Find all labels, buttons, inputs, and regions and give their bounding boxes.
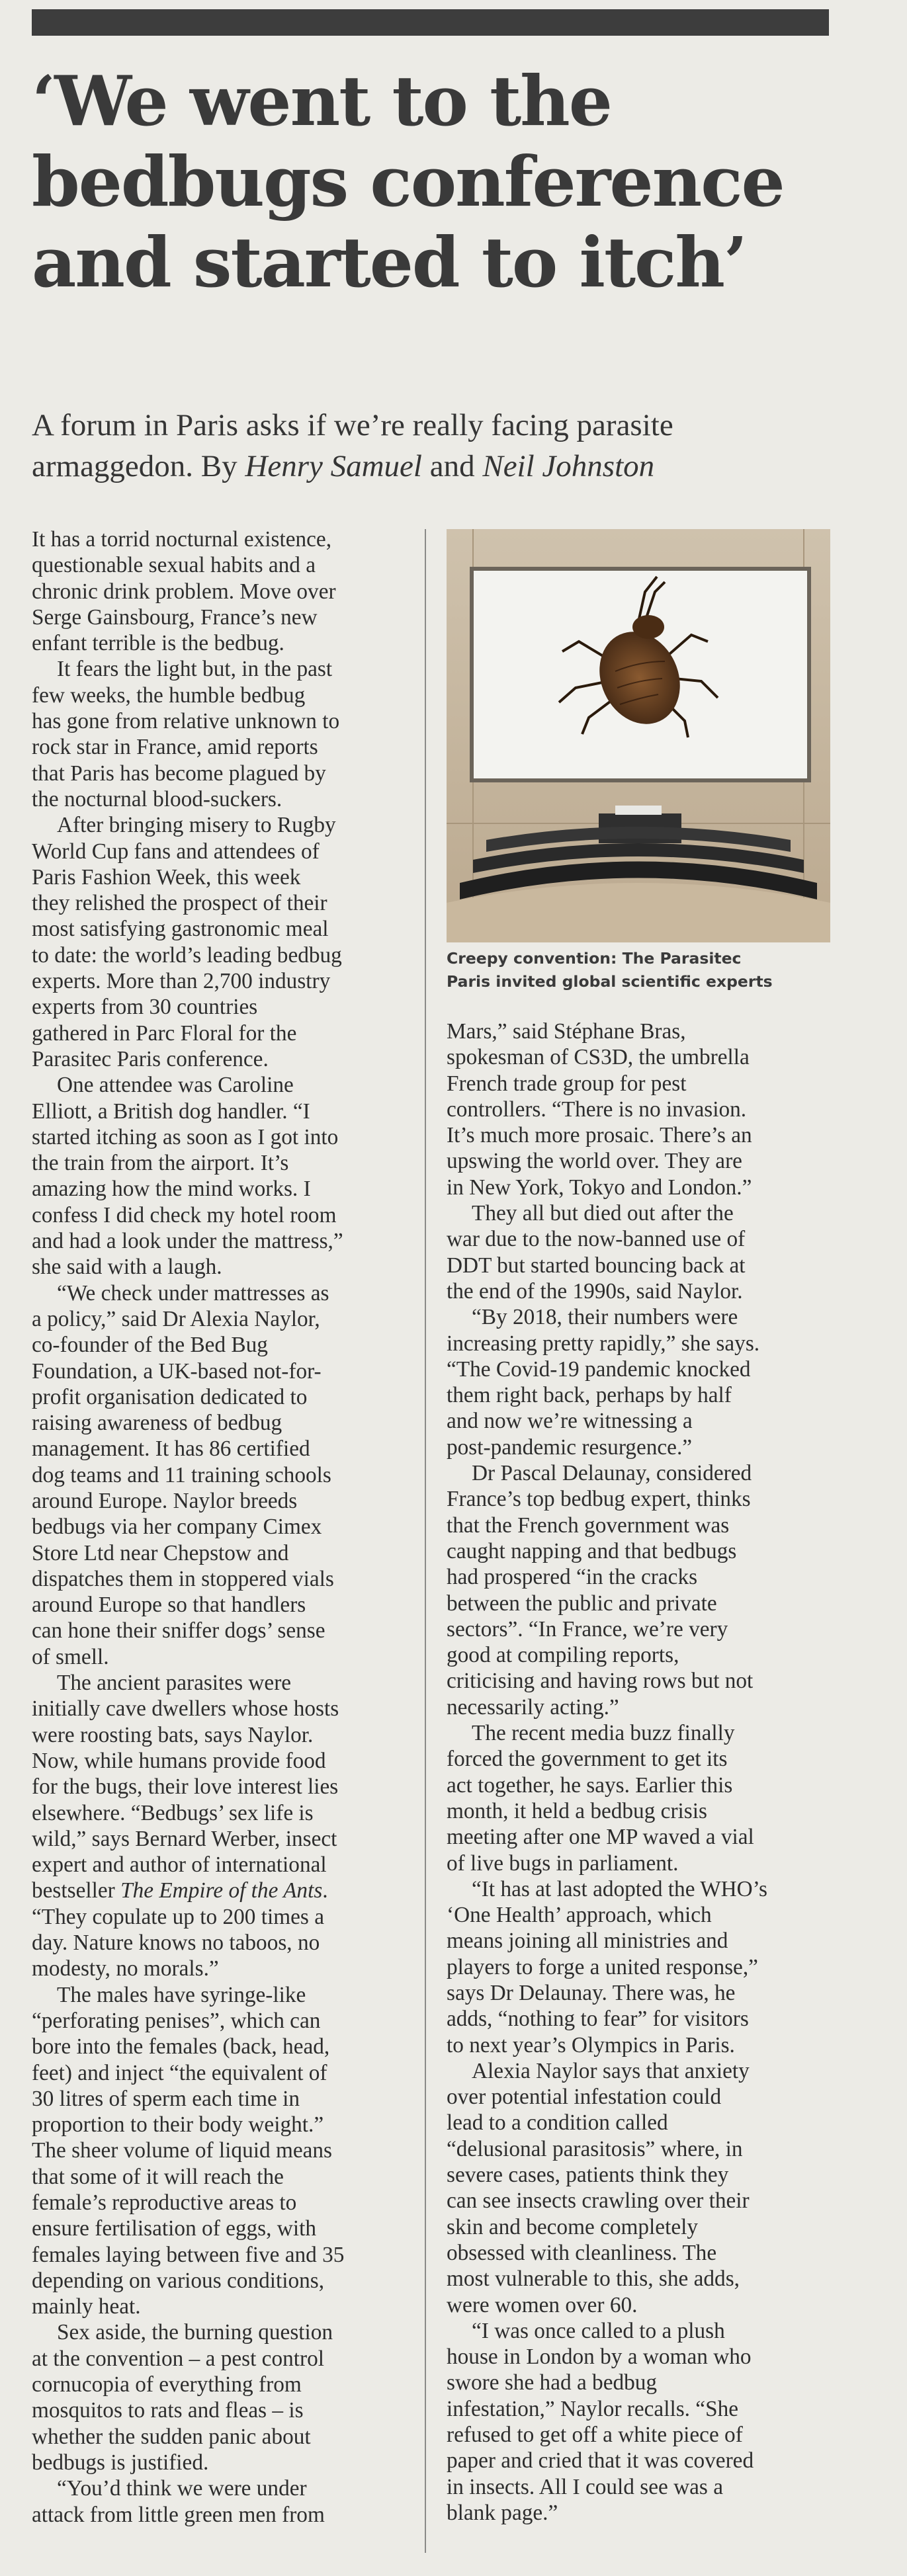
body-text-line (447, 1018, 830, 1044)
body-text: enfant terrible is the bedbug. (32, 631, 284, 656)
body-text-line (32, 2294, 402, 2319)
body-text: Now, while humans provide food (32, 1748, 326, 1773)
body-text: Paris Fashion Week, this week (32, 864, 301, 890)
body-text-line (447, 1616, 830, 1642)
body-text: The recent media buzz finally (472, 1721, 735, 1746)
headline-line: bedbugs conference (32, 141, 784, 222)
body-text-line (447, 1226, 830, 1252)
body-text: bore into the females (back, head, (32, 2034, 330, 2059)
body-text: that the French government was (447, 1513, 730, 1538)
body-text: controllers. “There is no invasion. (447, 1097, 747, 1122)
body-text-line (447, 2162, 830, 2188)
body-text-line (32, 734, 402, 760)
body-text: in insects. All I could see was a (447, 2474, 723, 2499)
body-text-line (32, 1878, 402, 1903)
caption-line: Paris invited global scientific experts (447, 972, 773, 991)
headline-line: ‘We went to the (32, 60, 611, 142)
body-text: necessarily acting.” (447, 1694, 619, 1720)
body-text-line (32, 916, 402, 942)
body-text-line (32, 630, 402, 656)
author-name: Henry Samuel (245, 449, 422, 483)
body-text-line (447, 2058, 830, 2084)
body-text-line (447, 1356, 830, 1382)
body-text-line (447, 1200, 830, 1226)
body-text: mosquitos to rats and fleas – is (32, 2398, 304, 2423)
body-text-line (447, 1694, 830, 1720)
body-text: amazing how the mind works. I (32, 1177, 311, 1202)
body-text-line (32, 942, 402, 968)
body-text-line (32, 2268, 402, 2294)
body-text: World Cup fans and attendees of (32, 839, 320, 864)
body-text: bedbugs is justified. (32, 2450, 209, 2475)
body-text: of live bugs in parliament. (447, 1850, 679, 1876)
body-text-line (32, 1852, 402, 1878)
body-text-line (447, 2474, 830, 2500)
body-text-line (32, 604, 402, 630)
body-text-line (32, 786, 402, 812)
body-text: confess I did check my hotel room (32, 1202, 337, 1227)
body-text: Dr Pascal Delaunay, considered (472, 1461, 752, 1486)
body-text-line (447, 1304, 830, 1330)
body-text: Elliott, a British dog handler. “I (32, 1099, 310, 1124)
body-text-line (32, 1540, 402, 1566)
body-text-line (447, 1122, 830, 1148)
body-text: depending on various conditions, (32, 2268, 325, 2293)
body-text: wild,” says Bernard Werber, insect (32, 1826, 337, 1851)
body-text: to date: the world’s leading bedbug (32, 942, 342, 968)
body-text: It has a torrid nocturnal existence, (32, 527, 332, 552)
body-text-line (447, 1642, 830, 1668)
body-text: and now we’re witnessing a (447, 1409, 693, 1434)
body-text-line (32, 1514, 402, 1540)
body-text-line (32, 839, 402, 864)
body-text: mainly heat. (32, 2294, 141, 2319)
body-text: paper and cried that it was covered (447, 2448, 754, 2473)
body-text-line (32, 1176, 402, 1202)
headline-line: and started to itch’ (32, 222, 747, 303)
body-text-line (32, 1696, 402, 1722)
body-text: adds, “nothing to fear” for visitors (447, 2007, 749, 2032)
body-text-line (32, 2475, 402, 2501)
body-text-line (32, 2164, 402, 2190)
body-text-line (32, 708, 402, 734)
body-text-line (447, 1538, 830, 1564)
body-text-line (447, 1486, 830, 1512)
body-text-line (32, 1280, 402, 1306)
body-text: good at compiling reports, (447, 1643, 679, 1668)
body-text-line (447, 1798, 830, 1824)
body-text: ‘One Health’ approach, which (447, 1903, 712, 1928)
book-title: The Empire of the Ants (120, 1878, 323, 1903)
body-text: co-founder of the Bed Bug (32, 1333, 268, 1358)
body-text: Alexia Naylor says that anxiety (472, 2058, 750, 2083)
body-text-line (447, 1071, 830, 1097)
body-text: in New York, Tokyo and London.” (447, 1175, 752, 1200)
body-text: The males have syringe-like (57, 1982, 306, 2007)
body-text-line (32, 1150, 402, 1176)
body-text: dog teams and 11 training schools (32, 1462, 331, 1487)
body-text: profit organisation dedicated to (32, 1384, 308, 1409)
body-text: females laying between five and 35 (32, 2242, 345, 2267)
body-text: whether the sudden panic about (32, 2424, 311, 2449)
body-text: refused to get off a white piece of (447, 2423, 743, 2448)
body-text: The ancient parasites were (57, 1671, 292, 1696)
body-text: can see insects crawling over their (447, 2188, 750, 2214)
body-text: bedbugs via her company Cimex (32, 1515, 322, 1540)
body-text: female’s reproductive areas to (32, 2190, 297, 2215)
body-text: act together, he says. Earlier this (447, 1772, 733, 1798)
photo-caption (447, 947, 837, 993)
body-text-line (32, 994, 402, 1020)
body-text: experts. More than 2,700 industry (32, 969, 331, 994)
byline-and: and (421, 449, 483, 483)
body-text: experts from 30 countries (32, 995, 258, 1020)
body-text: “You’d think we were under (57, 2476, 307, 2501)
body-text-line (32, 2424, 402, 2450)
body-text-line (447, 1278, 830, 1304)
body-text-line (447, 1175, 830, 1200)
body-text: obsessed with cleanliness. The (447, 2240, 717, 2265)
body-text-line (32, 2060, 402, 2086)
body-text-line (32, 1306, 402, 1332)
body-text-line (447, 2006, 830, 2032)
body-text: over potential infestation could (447, 2085, 722, 2110)
body-text-line (447, 2240, 830, 2266)
body-text-line (447, 2422, 830, 2448)
body-text: the nocturnal blood-suckers. (32, 786, 282, 811)
body-text: It’s much more prosaic. There’s an (447, 1123, 752, 1148)
body-text: “The Covid-19 pandemic knocked (447, 1356, 751, 1382)
body-text-line (32, 1566, 402, 1592)
body-text-line (447, 2318, 830, 2344)
body-text: says Dr Delaunay. There was, he (447, 1980, 736, 2005)
body-text-line (32, 2112, 402, 2138)
body-text-line (32, 1644, 402, 1670)
body-text-line (447, 2500, 830, 2526)
body-text: severe cases, patients think they (447, 2163, 729, 2188)
body-text-line (447, 1564, 830, 1590)
article-column-left (32, 526, 402, 2528)
body-text: France’s top bedbug expert, thinks (447, 1487, 751, 1512)
body-text-line (32, 1670, 402, 1696)
body-text: 30 litres of sperm each time in (32, 2086, 300, 2111)
body-text: were roosting bats, says Naylor. (32, 1722, 314, 1747)
body-text: swore she had a bedbug (447, 2370, 658, 2395)
body-text: infestation,” Naylor recalls. “She (447, 2396, 739, 2421)
column-divider (425, 529, 426, 2553)
body-text: dispatches them in stoppered vials (32, 1566, 334, 1591)
body-text-line (32, 2319, 402, 2345)
body-text-line (447, 1148, 830, 1174)
body-text: gathered in Parc Floral for the (32, 1020, 297, 1046)
body-text-line (32, 1254, 402, 1280)
body-text-line (447, 1772, 830, 1798)
body-text-line (32, 1099, 402, 1124)
body-text-line (447, 2292, 830, 2318)
body-text-line (447, 1591, 830, 1616)
body-text: “It has at last adopted the WHO’s (472, 1876, 767, 1901)
body-text: they relished the prospect of their (32, 891, 327, 916)
body-text: French trade group for pest (447, 1071, 687, 1096)
article-photo (447, 529, 830, 942)
body-text-line (32, 2397, 402, 2423)
body-text: expert and author of international (32, 1852, 327, 1878)
body-text: most satisfying gastronomic meal (32, 917, 329, 942)
body-text: that Paris has become plagued by (32, 761, 326, 786)
body-text: can hone their sniffer dogs’ sense (32, 1618, 325, 1643)
body-text: between the public and private (447, 1591, 717, 1616)
body-text: that some of it will reach the (32, 2164, 284, 2189)
standfirst (32, 405, 859, 487)
standfirst-byline (32, 446, 859, 487)
body-text: initially cave dwellers whose hosts (32, 1696, 339, 1722)
body-text: Parasitec Paris conference. (32, 1046, 269, 1071)
body-text-line (32, 812, 402, 838)
body-text: “I was once called to a plush (472, 2318, 725, 2343)
body-text-line (447, 1331, 830, 1356)
body-text-line (447, 2396, 830, 2422)
body-text-line (32, 1904, 402, 1930)
body-text-line (447, 2266, 830, 2292)
body-text: forced the government to get its (447, 1747, 728, 1772)
body-text-line (32, 1358, 402, 1384)
body-text: “They copulate up to 200 times a (32, 1904, 324, 1929)
body-text: a policy,” said Dr Alexia Naylor, (32, 1306, 320, 1331)
body-text: blank page.” (447, 2500, 558, 2525)
body-text-line (32, 2034, 402, 2059)
standfirst-line: A forum in Paris asks if we’re really facing parasite (32, 408, 673, 442)
body-text-line (447, 1434, 830, 1460)
body-text-line (32, 2450, 402, 2475)
body-text: The sheer volume of liquid means (32, 2138, 333, 2163)
body-text: chronic drink problem. Move over (32, 579, 336, 604)
body-text-line (447, 1097, 830, 1122)
body-text: them right back, perhaps by half (447, 1383, 732, 1408)
body-text: around Europe so that handlers (32, 1593, 306, 1618)
body-text: Serge Gainsbourg, France’s new (32, 604, 318, 630)
body-text: for the bugs, their love interest lies (32, 1774, 339, 1800)
body-text-line (32, 968, 402, 994)
body-text-line (447, 2110, 830, 2136)
body-text-line (32, 2138, 402, 2163)
body-text: and had a look under the mattress,” (32, 1229, 343, 1254)
body-text-line (32, 683, 402, 708)
body-text-line (32, 2346, 402, 2372)
body-text: management. It has 86 certified (32, 1436, 310, 1462)
body-text: ensure fertilisation of eggs, with (32, 2216, 316, 2241)
body-text: were women over 60. (447, 2292, 638, 2317)
body-text-line (32, 1826, 402, 1852)
body-text-line (447, 1382, 830, 1408)
body-text-line (32, 1982, 402, 2008)
body-text-line (32, 579, 402, 604)
body-text-line (447, 2032, 830, 2058)
body-text: caught napping and that bedbugs (447, 1538, 737, 1563)
body-text: started itching as soon as I got into (32, 1124, 339, 1149)
body-text-line (447, 2136, 830, 2162)
body-text: modesty, no morals.” (32, 1956, 219, 1981)
body-text-line (32, 1410, 402, 1436)
body-text: They all but died out after the (472, 1201, 734, 1226)
body-text-line (32, 890, 402, 916)
body-text: bestseller (32, 1878, 121, 1903)
top-rule (32, 9, 829, 36)
body-text-line (447, 1513, 830, 1538)
body-text: at the convention – a pest control (32, 2346, 324, 2371)
body-text: meeting after one MP waved a vial (447, 1825, 754, 1850)
body-text: players to forge a united response,” (447, 1954, 758, 1979)
body-text-line (32, 1800, 402, 1826)
body-text: Store Ltd near Chepstow and (32, 1540, 289, 1565)
body-text-line (447, 1044, 830, 1070)
body-text: criticising and having rows but not (447, 1669, 754, 1694)
body-text-line (447, 1746, 830, 1772)
body-text: most vulnerable to this, she adds, (447, 2266, 740, 2292)
body-text: Mars,” said Stéphane Bras, (447, 1019, 686, 1044)
body-text: the end of the 1990s, said Naylor. (447, 1278, 743, 1304)
caption-line: Creepy convention: The Parasitec (447, 949, 742, 968)
body-text-line (447, 1253, 830, 1278)
body-text: the train from the airport. It’s (32, 1151, 289, 1176)
body-text-line (447, 2214, 830, 2240)
body-text: . (322, 1878, 328, 1903)
body-text: spokesman of CS3D, the umbrella (447, 1045, 750, 1070)
body-text-line (32, 1020, 402, 1046)
byline-prefix: armaggedon. By (32, 449, 245, 483)
body-text: It fears the light but, in the past (57, 657, 333, 682)
body-text-line (447, 1954, 830, 1980)
body-text: lead to a condition called (447, 2110, 668, 2136)
body-text-line (447, 1980, 830, 2006)
body-text: “perforating penises”, which can (32, 2008, 321, 2033)
body-text: day. Nature knows no taboos, no (32, 1931, 320, 1956)
body-text-line (447, 1460, 830, 1486)
body-text-line (32, 1384, 402, 1410)
body-text-line (447, 1902, 830, 1928)
body-text-line (32, 2216, 402, 2241)
body-text-line (32, 1774, 402, 1800)
body-text-line (32, 2086, 402, 2112)
body-text: skin and become completely (447, 2214, 699, 2239)
body-text: questionable sexual habits and a (32, 553, 316, 578)
body-text: Foundation, a UK-based not-for- (32, 1358, 322, 1384)
body-text-line (32, 1956, 402, 1981)
body-text: “We check under mattresses as (57, 1280, 329, 1306)
body-text-line (447, 2344, 830, 2370)
body-text: war due to the now-banned use of (447, 1227, 746, 1252)
body-text-line (32, 1462, 402, 1488)
body-text: few weeks, the humble bedbug (32, 683, 306, 708)
body-text: house in London by a woman who (447, 2345, 752, 2370)
body-text-line (447, 1824, 830, 1850)
body-text: Sex aside, the burning question (57, 2320, 333, 2345)
body-text: raising awareness of bedbug (32, 1411, 282, 1436)
body-text-line (447, 1928, 830, 1954)
body-text: sectors”. “In France, we’re very (447, 1616, 728, 1641)
body-text-line (32, 1436, 402, 1462)
body-text-line (32, 552, 402, 578)
body-text-line (32, 2008, 402, 2034)
body-text-line (32, 1124, 402, 1150)
body-text-line (32, 761, 402, 786)
body-text: rock star in France, amid reports (32, 735, 318, 760)
body-text: “By 2018, their numbers were (472, 1305, 738, 1330)
body-text-line (32, 656, 402, 682)
body-text-line (447, 1668, 830, 1694)
body-text: One attendee was Caroline (57, 1073, 294, 1098)
body-text-line (32, 1072, 402, 1098)
body-text-line (447, 2188, 830, 2214)
podium-top (615, 806, 662, 815)
body-text-line (32, 1618, 402, 1643)
body-text-line (447, 2448, 830, 2473)
body-text-line (32, 1488, 402, 1514)
body-text-line (32, 526, 402, 552)
body-text: post-pandemic resurgence.” (447, 1434, 693, 1460)
body-text: elsewhere. “Bedbugs’ sex life is (32, 1800, 314, 1825)
body-text: proportion to their body weight.” (32, 2112, 324, 2138)
body-text: had prospered “in the cracks (447, 1565, 698, 1590)
body-text-line (32, 1228, 402, 1254)
body-text-line (32, 2190, 402, 2216)
body-text-line (32, 1748, 402, 1774)
body-text: cornucopia of everything from (32, 2372, 302, 2397)
body-text: month, it held a bedbug crisis (447, 1798, 707, 1823)
conference-illustration (447, 529, 830, 942)
body-text-line (32, 864, 402, 890)
body-text-line (32, 1722, 402, 1748)
body-text-line (447, 1408, 830, 1434)
body-text: increasing pretty rapidly,” she says. (447, 1331, 760, 1356)
body-text-line (32, 1202, 402, 1228)
body-text: DDT but started bouncing back at (447, 1253, 746, 1278)
body-text-line (447, 2084, 830, 2110)
body-text-line (32, 2372, 402, 2397)
body-text: has gone from relative unknown to (32, 709, 340, 734)
body-text: to next year’s Olympics in Paris. (447, 2032, 735, 2057)
body-text: of smell. (32, 1644, 109, 1669)
body-text: After bringing misery to Rugby (57, 813, 336, 838)
body-text: attack from little green men from (32, 2502, 325, 2527)
article-column-right (447, 1018, 830, 2526)
body-text-line (32, 1046, 402, 1072)
body-text: “delusional parasitosis” where, in (447, 2136, 743, 2161)
body-text-line (447, 1850, 830, 1876)
body-text: feet) and inject “the equivalent of (32, 2060, 327, 2085)
body-text-line (32, 1332, 402, 1358)
body-text-line (32, 2502, 402, 2528)
body-text-line (32, 1592, 402, 1618)
body-text: means joining all ministries and (447, 1929, 728, 1954)
body-text-line (32, 1930, 402, 1956)
stage-steps (447, 827, 830, 942)
body-text-line (447, 1876, 830, 1902)
body-text-line (447, 1720, 830, 1746)
body-text-line (32, 2242, 402, 2268)
body-text: she said with a laugh. (32, 1255, 222, 1280)
body-text-line (447, 2370, 830, 2395)
author-name: Neil Johnston (482, 449, 655, 483)
body-text: around Europe. Naylor breeds (32, 1488, 298, 1513)
body-text: upswing the world over. They are (447, 1149, 742, 1174)
headline (32, 61, 852, 303)
